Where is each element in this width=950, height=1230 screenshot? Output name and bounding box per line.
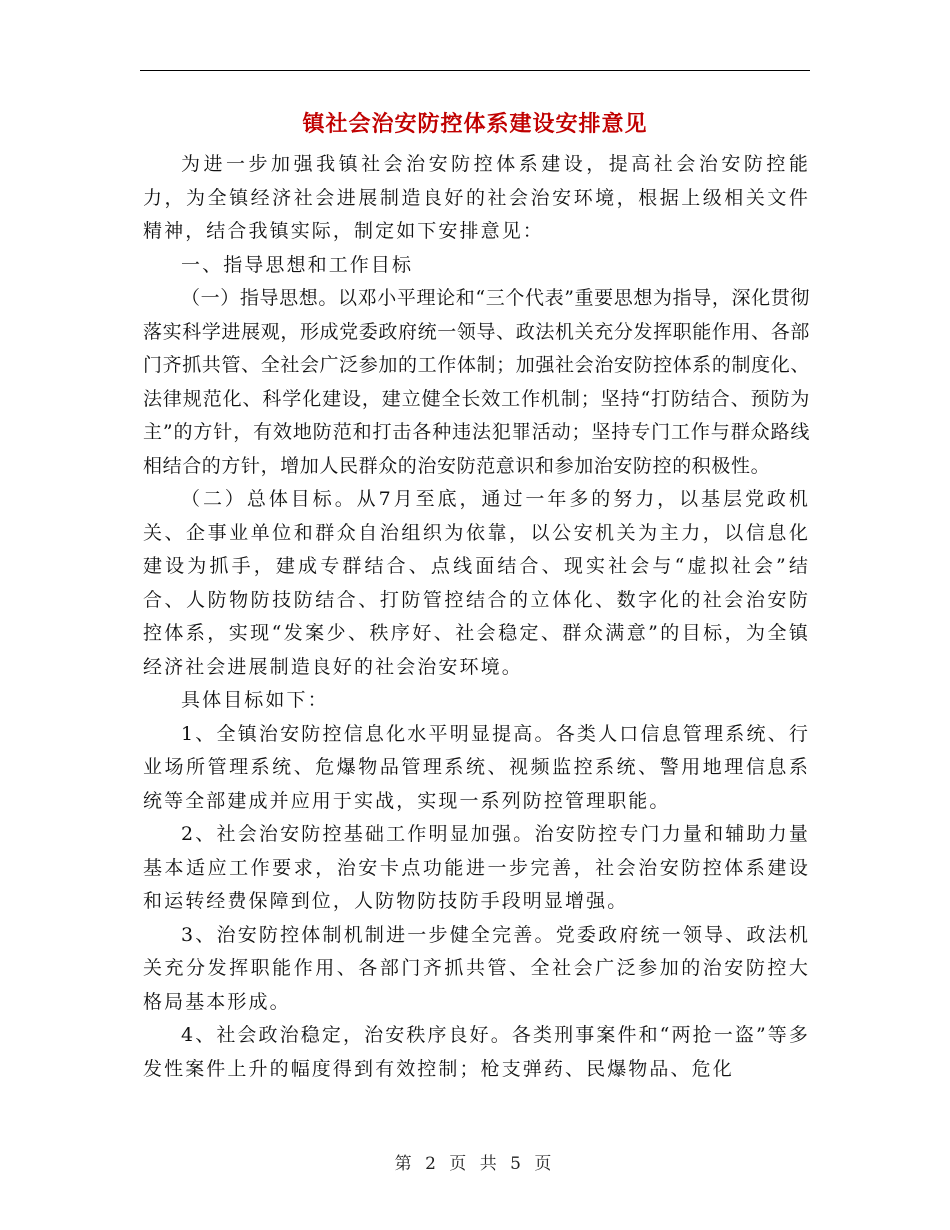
- list-item-goal-2: 2、社会治安防控基础工作明显加强。治安防控专门力量和辅助力量基本适应工作要求，治安卡点功能进一步完善，社会治安防控体系建设和运转经费保障到位，人防物防技防手段明显增强。: [143, 823, 810, 912]
- intro-paragraph: 为进一步加强我镇社会治安防控体系建设，提高社会治安防控能力，为全镇经济社会进展制造良好的社会治安环境，根据上级相关文件精神，结合我镇实际，制定如下安排意见：: [143, 153, 810, 242]
- page-number: 第 2 页 共 5 页: [394, 1154, 556, 1174]
- specific-goals-heading: 具体目标如下：: [181, 689, 329, 711]
- paragraph-overall-goal: （二）总体目标。从7月至底，通过一年多的努力，以基层党政机关、企事业单位和群众自治组织为依靠，以公安机关为主力，以信息化建设为抓手，建成专群结合、点线面结合、现实社会与“虚拟社会”结合、人防物防技防结合、打防管控结合的立体化、数字化的社会治安防控体系，实现“发案少、秩序好、社会稳定、群众满意”的目标，为全镇经济社会进展制造良好的社会治安环境。: [143, 488, 810, 678]
- list-item-goal-3: 3、治安防控体制机制进一步健全完善。党委政府统一领导、政法机关充分发挥职能作用、各部门齐抓共管、全社会广泛参加的治安防控大格局基本形成。: [143, 923, 810, 1013]
- list-item-goal-4: 4、社会政治稳定，治安秩序良好。各类刑事案件和“两抢一盗”等多发性案件上升的幅度得到有效控制；枪支弹药、民爆物品、危化: [143, 1024, 810, 1080]
- document-body: [143, 148, 810, 1086]
- paragraph-guiding-thought: （一）指导思想。以邓小平理论和“三个代表”重要思想为指导，深化贯彻落实科学进展观，形成党委政府统一领导、政法机关充分发挥职能作用、各部门齐抓共管、全社会广泛参加的工作体制；加强社会治安防控体系的制度化、法律规范化、科学化建设，建立健全长效工作机制；坚持“打防结合、预防为主”的方针，有效地防范和打击各种违法犯罪活动；坚持专门工作与群众路线相结合的方针，增加人民群众的治安防范意识和参加治安防控的积极性。: [143, 287, 810, 477]
- list-item-goal-1: 1、全镇治安防控信息化水平明显提高。各类人口信息管理系统、行业场所管理系统、危爆物品管理系统、视频监控系统、警用地理信息系统等全部建成并应用于实战，实现一系列防控管理职能。: [143, 722, 810, 812]
- document-title: 镇社会治安防控体系建设安排意见: [302, 112, 648, 137]
- header-rule: [140, 70, 810, 71]
- section-heading-guiding-thought-and-goals: 一、指导思想和工作目标: [181, 253, 414, 276]
